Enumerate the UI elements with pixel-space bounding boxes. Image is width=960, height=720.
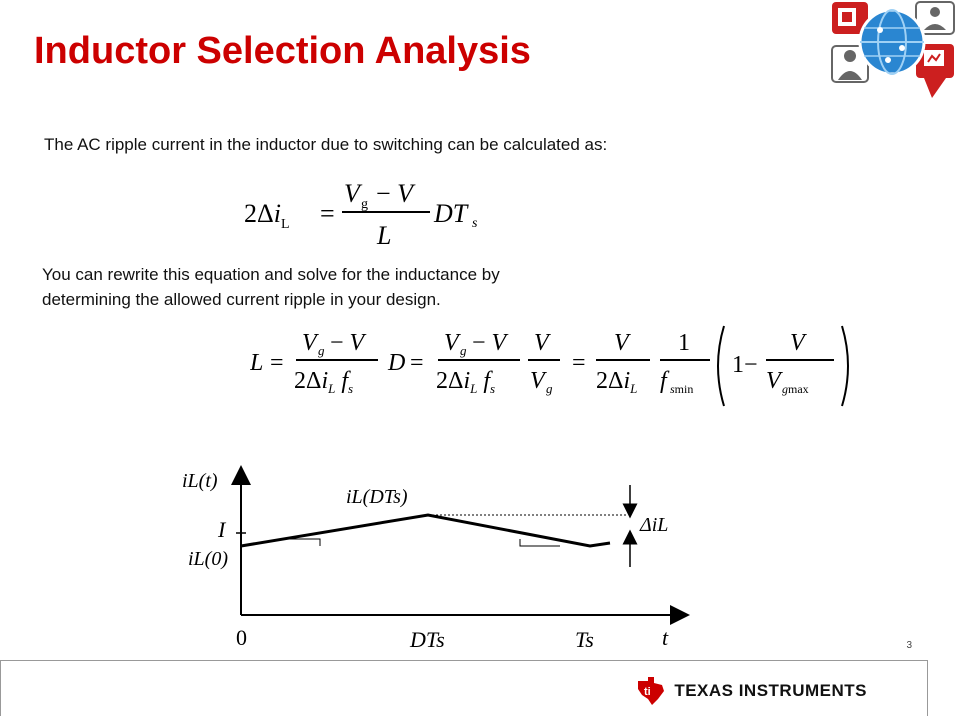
svg-text:V: V — [344, 179, 360, 208]
inductance-description: You can rewrite this equation and solve for the inductance by determining the allowed current ripple in your design. — [42, 265, 500, 309]
svg-text:V: V — [302, 330, 317, 356]
svg-text:gmax: gmax — [782, 382, 809, 396]
svg-text:V: V — [530, 368, 545, 394]
svg-text:− V: − V — [376, 179, 414, 208]
svg-text:=: = — [410, 350, 424, 376]
education-logo — [828, 0, 958, 100]
texas-instruments-logo — [636, 677, 867, 705]
svg-text:2ΔiL: $2\Delta i_L$ — [244, 199, 290, 232]
average-label: I — [218, 517, 226, 542]
footer-bar — [0, 660, 928, 716]
x-label-dts: DTs — [410, 627, 445, 652]
svg-text:f: f — [660, 368, 667, 394]
ripple-description: The AC ripple current in the inductor due to switching can be calculated as: — [44, 135, 608, 154]
svg-text:− V: − V — [330, 330, 365, 356]
svg-text:s: s — [472, 216, 478, 231]
peak-label: iL(DTs) — [346, 486, 408, 508]
y-axis-label: iL(t) — [182, 470, 218, 492]
svg-text:V: V — [790, 330, 805, 356]
ti-brand-text: TEXAS INSTRUMENTS — [674, 681, 867, 700]
inductor-current-waveform — [170, 455, 690, 660]
ripple-equation — [244, 172, 504, 252]
svg-text:g: g — [361, 197, 368, 212]
ripple-label: ΔiL — [640, 514, 669, 536]
x-label-t: t — [662, 625, 669, 650]
svg-text:ti: ti — [644, 686, 652, 698]
slide-title: Inductor Selection Analysis — [34, 30, 531, 72]
svg-text:smin: smin — [670, 382, 694, 396]
svg-text:1: 1 — [678, 330, 690, 356]
svg-text:DT: DT — [434, 199, 468, 228]
start-label: iL(0) — [188, 548, 228, 570]
svg-text:D: D — [388, 350, 406, 376]
svg-text:2ΔiL fs: $2\Delta i_L$ $f_s$ — [294, 368, 354, 396]
svg-text:L: L — [250, 350, 264, 376]
svg-text:2ΔiL: $2\Delta i_L$ — [596, 368, 638, 396]
svg-text:=: = — [320, 199, 335, 228]
inductance-equation — [250, 322, 860, 410]
svg-text:1−: 1− — [732, 352, 758, 378]
svg-text:=: = — [572, 350, 586, 376]
svg-text:V: V — [614, 330, 629, 356]
current-trace — [241, 515, 610, 546]
x-label-origin: 0 — [236, 625, 247, 650]
svg-text:g: g — [546, 381, 553, 396]
x-label-ts: Ts — [575, 627, 594, 652]
svg-text:V: V — [534, 330, 549, 356]
svg-text:2ΔiL fs: $2\Delta i_L$ $f_s$ — [436, 368, 496, 396]
page-number: 3 — [906, 640, 912, 651]
svg-text:V: V — [444, 330, 459, 356]
svg-text:g: g — [318, 343, 325, 358]
svg-text:L: L — [377, 221, 392, 250]
ti-state-icon — [636, 677, 666, 705]
svg-text:g: g — [460, 343, 467, 358]
svg-text:=: = — [270, 350, 284, 376]
svg-text:− V: − V — [472, 330, 507, 356]
svg-text:V: V — [766, 368, 781, 394]
